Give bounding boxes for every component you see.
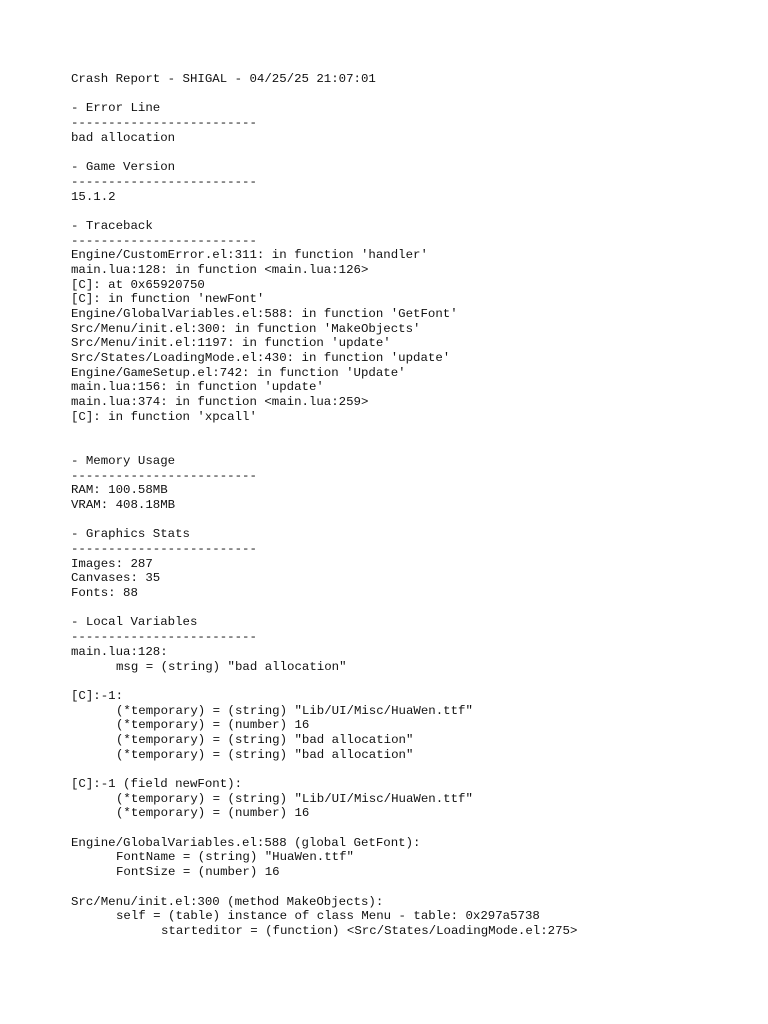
section-divider: ------------------------- (71, 630, 257, 645)
frame-variable: (*temporary) = (string) "Lib/UI/Misc/HuaWen.ttf" (116, 791, 473, 806)
local-variables-heading: - Local Variables (71, 615, 198, 630)
ram-value: RAM: 100.58MB (71, 483, 168, 498)
traceback-line: [C]: in function 'newFont' (71, 292, 265, 307)
frame-variable: (*temporary) = (string) "Lib/UI/Misc/HuaWen.ttf" (116, 703, 473, 718)
frame-location: [C]:-1 (field newFont): (71, 777, 243, 792)
section-divider: ------------------------- (71, 174, 257, 189)
game-version-heading: - Game Version (71, 160, 176, 175)
frame-variable: (*temporary) = (string) "bad allocation" (116, 732, 414, 747)
traceback-line: Engine/GameSetup.el:742: in function 'Update' (71, 365, 406, 380)
traceback-line: [C]: at 0x65920750 (71, 277, 205, 292)
section-divider: ------------------------- (71, 116, 257, 131)
vram-value: VRAM: 408.18MB (71, 497, 176, 512)
traceback-heading: - Traceback (71, 218, 153, 233)
fonts-count: Fonts: 88 (71, 586, 138, 601)
traceback-line: main.lua:374: in function <main.lua:259> (71, 395, 369, 410)
traceback-line: Engine/GlobalVariables.el:588: in function 'GetFont' (71, 307, 458, 321)
frame-location: [C]:-1: (71, 688, 124, 703)
frame-location: Engine/GlobalVariables.el:588 (global GetFont): (71, 835, 421, 850)
report-title: Crash Report - SHIGAL - 04/25/25 21:07:01 (71, 72, 376, 86)
traceback-line: Engine/CustomError.el:311: in function 'handler' (71, 248, 428, 263)
frame-variable: (*temporary) = (number) 16 (116, 718, 310, 733)
frame-location: main.lua:128: (71, 644, 168, 659)
error-line-value: bad allocation (71, 130, 176, 145)
frame-variable: msg = (string) "bad allocation" (116, 659, 347, 674)
frame-nested-variable: starteditor = (function) <Src/States/LoadingMode.el:275> (161, 923, 578, 938)
crash-report-document (71, 72, 751, 939)
error-line-heading: - Error Line (71, 101, 161, 116)
traceback-line: Src/Menu/init.el:1197: in function 'update' (71, 336, 391, 351)
frame-location: Src/Menu/init.el:300 (method MakeObjects): (71, 894, 384, 909)
section-divider: ------------------------- (71, 233, 257, 248)
traceback-line: Src/States/LoadingMode.el:430: in function 'update' (71, 351, 451, 366)
memory-usage-heading: - Memory Usage (71, 453, 176, 468)
section-divider: ------------------------- (71, 468, 257, 483)
section-divider: ------------------------- (71, 542, 257, 557)
traceback-line: [C]: in function 'xpcall' (71, 409, 257, 424)
frame-variable: FontSize = (number) 16 (116, 865, 280, 880)
frame-variable: self = (table) instance of class Menu - table: 0x297a5738 (116, 909, 540, 924)
frame-variable: (*temporary) = (number) 16 (116, 806, 310, 821)
frame-variable: (*temporary) = (string) "bad allocation" (116, 747, 414, 762)
frame-variable: FontName = (string) "HuaWen.ttf" (116, 850, 354, 865)
images-count: Images: 287 (71, 556, 153, 571)
traceback-line: main.lua:128: in function <main.lua:126> (71, 262, 369, 277)
canvases-count: Canvases: 35 (71, 571, 161, 586)
traceback-line: Src/Menu/init.el:300: in function 'MakeObjects' (71, 321, 421, 336)
traceback-line: main.lua:156: in function 'update' (71, 380, 324, 395)
graphics-stats-heading: - Graphics Stats (71, 527, 190, 542)
game-version-value: 15.1.2 (71, 189, 116, 204)
